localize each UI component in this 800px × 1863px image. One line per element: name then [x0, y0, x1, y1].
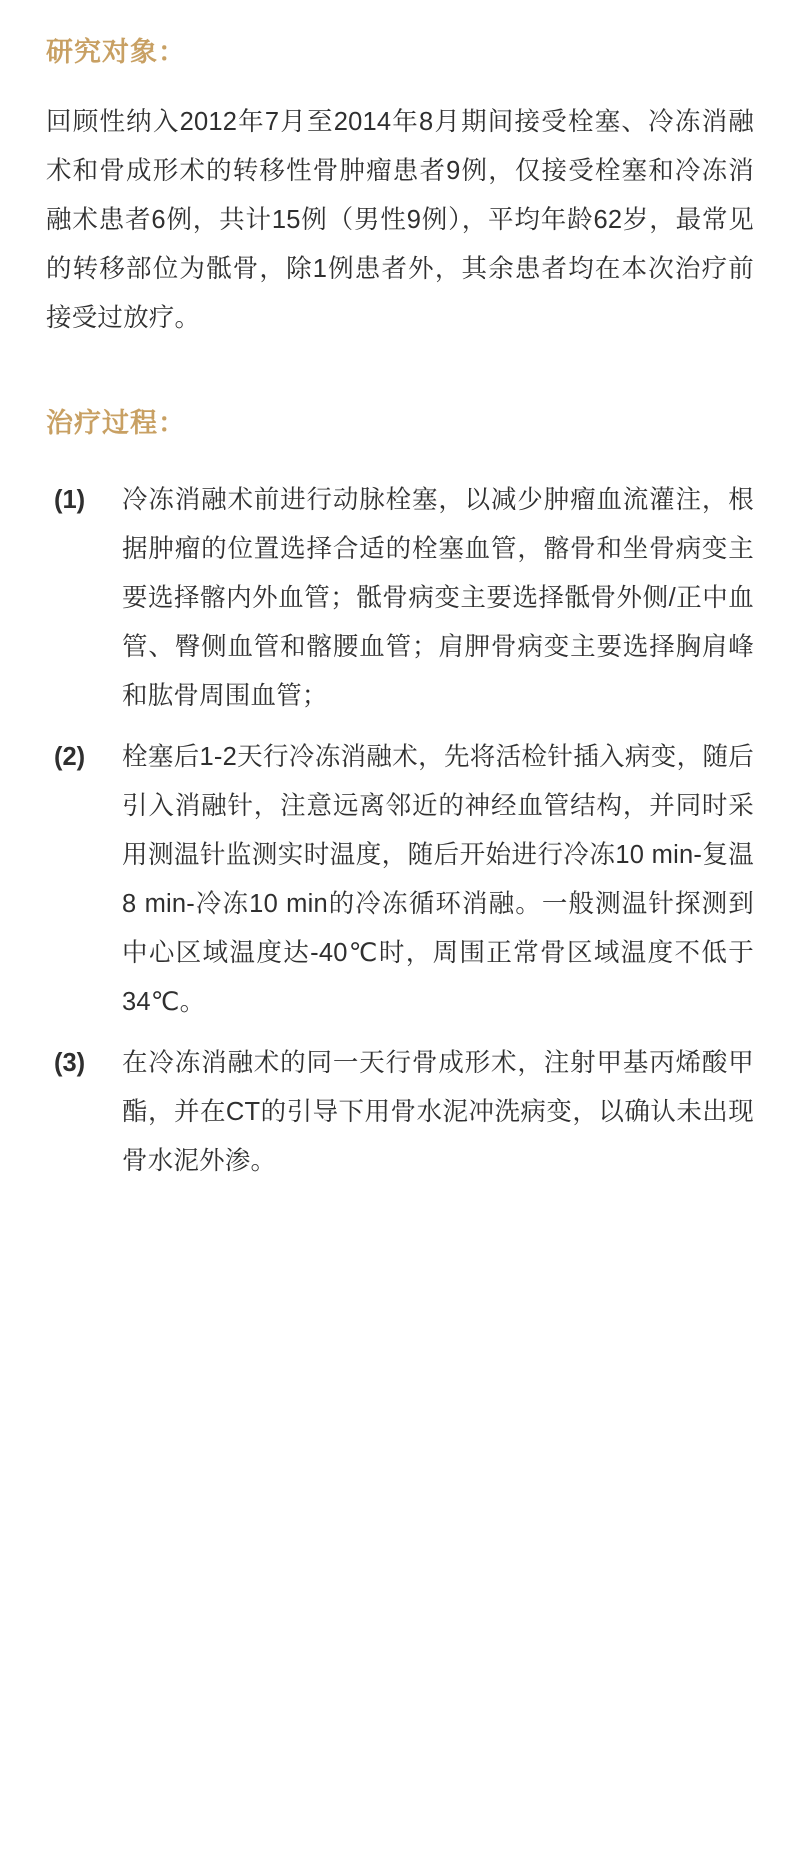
list-item-marker: (2) [54, 743, 86, 772]
list-item [46, 733, 754, 1027]
treatment-steps-list [46, 476, 754, 1185]
list-item-text: 在冷冻消融术的同一天行骨成形术，注射甲基丙烯酸甲酯，并在CT的引导下用骨水泥冲洗病变，以确认未出现骨水泥外渗。 [122, 1048, 754, 1175]
section-heading-treatment-process: 治疗过程： [46, 407, 186, 438]
list-item-marker: (3) [54, 1048, 86, 1077]
list-item [46, 1039, 754, 1186]
section-heading-study-subjects: 研究对象： [46, 37, 186, 67]
list-item-text: 冷冻消融术前进行动脉栓塞，以减少肿瘤血流灌注，根据肿瘤的位置选择合适的栓塞血管，髂骨和坐骨病变主要选择髂内外血管；骶骨病变主要选择骶骨外侧/正中血管、臀侧血管和髂腰血管；肩胛骨病变主要选择胸肩峰和肱骨周围血管； [122, 486, 754, 711]
list-item [46, 476, 754, 721]
list-item-marker: (1) [54, 486, 86, 515]
study-subjects-paragraph: 回顾性纳入2012年7月至2014年8月期间接受栓塞、冷冻消融术和骨成形术的转移性骨肿瘤患者9例，仅接受栓塞和冷冻消融术患者6例，共计15例（男性9例），平均年龄62岁，最常见的转移部位为骶骨，除1例患者外，其余患者均在本次治疗前接受过放疗。 [46, 107, 754, 332]
list-item-text: 栓塞后1-2天行冷冻消融术，先将活检针插入病变，随后引入消融针，注意远离邻近的神经血管结构，并同时采用测温针监测实时温度，随后开始进行冷冻10 min-复温8 min-冷冻10 min的冷冻循环消融。一般测温针探测到中心区域温度达-40℃时，周围正常骨区域温度不低于34℃。 [122, 743, 754, 1016]
